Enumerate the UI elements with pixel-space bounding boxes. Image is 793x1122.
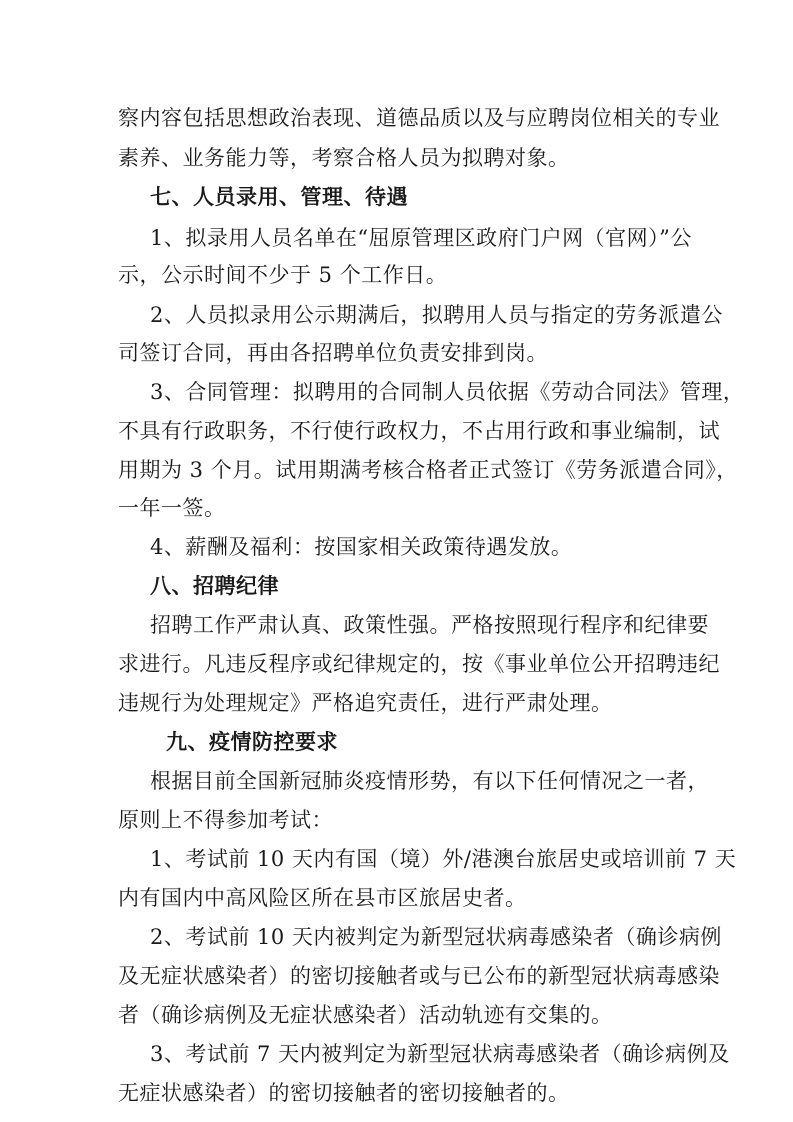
body-text-line: 不具有行政职务，不行使行政权力，不占用行政和事业编制，试 <box>118 419 720 443</box>
body-text-line: 素养、业务能力等，考察合格人员为拟聘对象。 <box>118 146 570 170</box>
body-text-line: 司签订合同，再由各招聘单位负责安排到岗。 <box>118 341 548 365</box>
body-text-line: 违规行为处理规定》严格追究责任，进行严肃处理。 <box>118 691 613 715</box>
section-heading-8: 八、招聘纪律 <box>150 574 279 598</box>
body-text-line: 3、考试前 7 天内被判定为新型冠状病毒感染者（确诊病例及 <box>150 1042 730 1066</box>
body-text-line: 察内容包括思想政治表现、道德品质以及与应聘岗位相关的专业 <box>118 106 720 130</box>
body-text-line: 用期为 3 个月。试用期满考核合格者正式签订《劳务派遣合同》， <box>118 458 738 482</box>
section-heading-7: 七、人员录用、管理、待遇 <box>150 185 408 209</box>
body-text-line: 及无症状感染者）的密切接触者或与已公布的新型冠状病毒感染 <box>118 964 720 988</box>
body-text-line: 2、人员拟录用公示期满后，拟聘用人员与指定的劳务派遣公 <box>150 303 723 327</box>
body-text-line: 内有国内中高风险区所在县市区旅居史者。 <box>118 886 527 910</box>
section-heading-9: 九、疫情防控要求 <box>166 730 338 754</box>
body-text-line: 4、薪酬及福利：按国家相关政策待遇发放。 <box>150 535 573 559</box>
body-text-line: 求进行。凡违反程序或纪律规定的，按《事业单位公开招聘违纪 <box>118 652 720 676</box>
body-text-line: 招聘工作严肃认真、政策性强。严格按照现行程序和纪律要 <box>150 613 709 637</box>
body-text-line: 原则上不得参加考试： <box>118 808 333 832</box>
body-text-line: 无症状感染者）的密切接触者的密切接触者的。 <box>118 1081 570 1105</box>
body-text-line: 一年一签。 <box>118 496 226 520</box>
body-text-line: 者（确诊病例及无症状感染者）活动轨迹有交集的。 <box>118 1003 613 1027</box>
body-text-line: 示，公示时间不少于 5 个工作日。 <box>118 263 448 287</box>
body-text-line: 3、合同管理：拟聘用的合同制人员依据《劳动合同法》管理， <box>150 380 745 404</box>
body-text-line: 1、考试前 10 天内有国（境）外/港澳台旅居史或培训前 7 天 <box>150 847 737 871</box>
body-text-line: 根据目前全国新冠肺炎疫情形势，有以下任何情况之一者， <box>150 769 709 793</box>
body-text-line: 1、拟录用人员名单在“屈原管理区政府门户网（官网）”公 <box>150 226 692 250</box>
body-text-line: 2、考试前 10 天内被判定为新型冠状病毒感染者（确诊病例 <box>150 925 722 949</box>
